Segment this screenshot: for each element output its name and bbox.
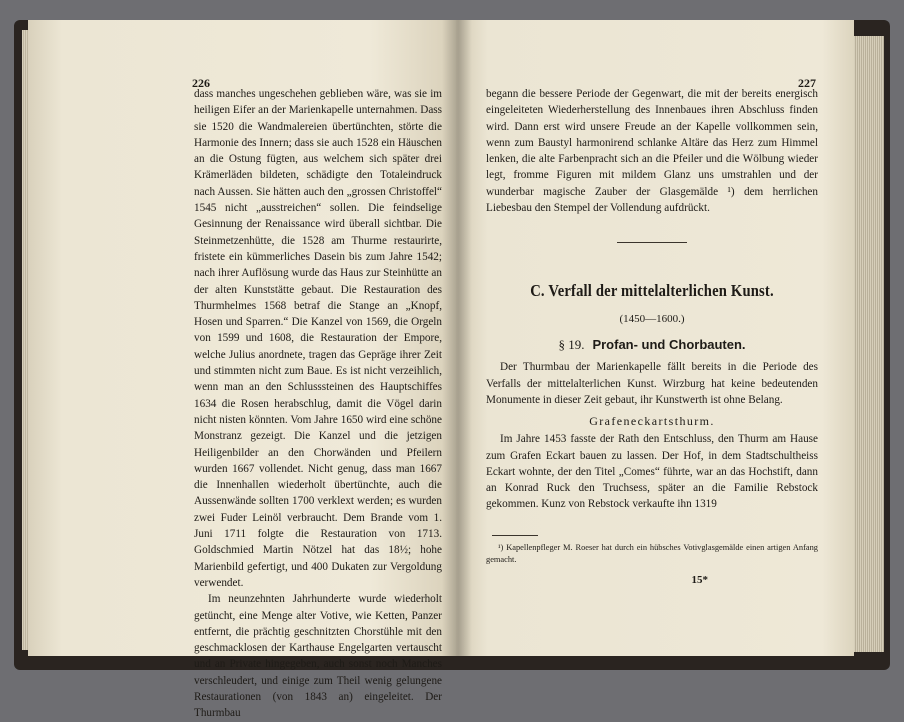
section-dates: (1450—1600.): [619, 313, 685, 326]
page-number-right: 227: [798, 76, 816, 90]
paragraph: Im neunzehnten Jahrhunderte wurde wiederholt getüncht, eine Menge alter Votive, wie Ketten, Panzer entfernt, die prächtig geschnitzten Chorstühle mit den geschmacklosen der Karthause Engelgarten vertauscht und an Private hingegeben, auch sonst noch Manches verschleudert, und einige zum Theil wenig gelungene Restaurationen (von 1843 an) eingeleitet. Der Thurmbau: [194, 593, 442, 720]
right-page-text-main: [486, 431, 818, 512]
left-page-text: [194, 86, 442, 722]
right-page-text-intro: [486, 359, 818, 408]
right-page-text-top: [486, 86, 818, 216]
paragraph-number: § 19.: [558, 337, 585, 353]
paragraph-heading: [486, 337, 818, 353]
signature-mark: 15*: [691, 573, 708, 586]
book-spread: [22, 14, 884, 720]
footnote: ¹) Kapellenpfleger M. Roeser hat durch ein hübsches Votivglasgemälde einen artigen Anfang gemacht.: [486, 542, 818, 564]
page-number-left: 226: [192, 76, 210, 90]
section-title: C. Verfall der mittelalterlichen Kunst.: [530, 281, 774, 301]
right-page: [456, 20, 854, 656]
left-page: [28, 20, 456, 720]
paragraph: Im Jahre 1453 fasste der Rath den Entschluss, den Thurm am Hause zum Grafen Eckart bauen zu lassen. Der Hof, in dem Stadtschultheiss Eckart wohnte, der den Titel „Comes“ führte, war an das Hochstift, dann an Konrad Ruck den Truchsess, später an die Familie Rebstock gekommen. Kunz von Rebstock verkaufte ihn 1319: [486, 433, 818, 511]
page-edges-right: [854, 36, 884, 652]
subheading: Grafeneckartsthurm.: [589, 414, 715, 429]
divider-rule: [617, 242, 687, 243]
paragraph: dass manches ungeschehen geblieben wäre, was sie im heiligen Eifer an der Marienkapelle unternahmen. Dass sie 1520 die Wandmalereien übertünchten, störte die Harmonie des Innern; dass sie auch 1528 ein Häuschen an die Ostung fügten, aus welchem sich später drei Krämerläden bildeten, schädigte den Totaleindruck nach Aussen. Sie hätten auch den „grossen Christoffel“ 1545 nicht „ausstreichen“ sollen. Die feindselige Gesinnung der Renaissance wird überall sichtbar. Die Steinmetzenhütte, die 1528 am Thurme restaurirte, fristete ein kümmerliches Dasein bis zum Jahre 1542; nach ihrer Auflösung wurde das Haus zur Steinhütte an der alten Kunststätte gebaut. Die Restauration des Thurmhelmes 1568 betraf die Stange an „Knopf, Hosen und Sparren.“ Die Kanzel von 1569, die Orgeln von 1599 und 1608, die Restauration der Empore, welche Julius anordnete, tragen das Gepräge ihrer Zeit und stimmten nicht zum Baue. Es ist nicht verzeihlich, wenn man an den Schlusssteinen des Hauptschiffes 1634 die Rosen herabschlug, damit die Vögel darin nicht nisten könnten. Vom Jahre 1650 wird eine schöne Monstranz gezeigt. Die Kanzel und die jetzigen Heiligenbilder an den Chorwänden und Pfeilern wurden 1667 vollendet. Nicht genug, dass man 1667 die Innenhallen wiederholt übertünchte, auch die Aussenwände sollten 1700 verklext werden; es wurden zwei Fuder Leinöl verbraucht. Dem Brande vom 1. Juni 1711 folgte die Restauration von 1713. Goldschmied Martin Nötzel hat das 18½; hohe Marienbild gefertigt, und 400 Dukaten zur Vergoldung verwendet.: [194, 88, 442, 589]
paragraph-name: Profan- und Chorbauten.: [592, 337, 746, 353]
paragraph: begann die bessere Periode der Gegenwart, die mit der bereits energisch eingeleiteten Wiederherstellung des Innenbaues ihren Abschluss finden wird. Dann erst wird unsere Freude an der Kapelle vollkommen sein, wenn zum Baustyl harmonirend schlanke Altäre das Herz zum Himmel lenken, die alte Farbenpracht sich an die Pfeiler und die Wölbung wieder legt, fromme Figuren mit mildem Glanz uns umstrahlen und der wunderbar magische Zauber der Glasgemälde ¹) dem herrlichen Liebesbau den Stempel der Vollendung aufdrückt.: [486, 88, 818, 215]
footnote-rule: [492, 535, 538, 536]
paragraph: Der Thurmbau der Marienkapelle fällt bereits in die Periode des Verfalls der mittelalterlichen Kunst. Wirzburg hat keine bedeutenden Monumente in dieser Zeit gebaut, ihr Kunstwerth ist ohne Belang.: [486, 361, 818, 406]
